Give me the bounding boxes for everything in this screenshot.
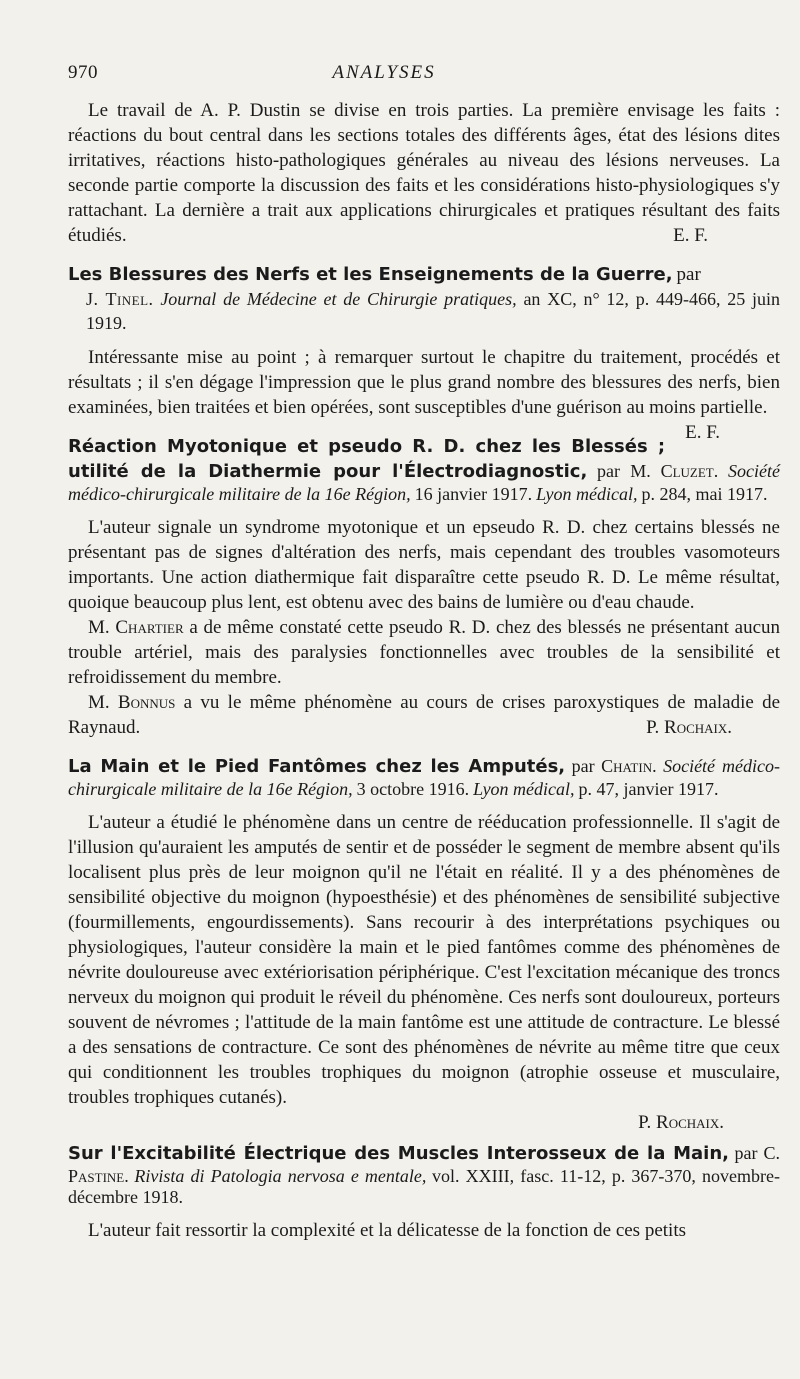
article-4-journal: Rivista di Patologia nervosa e mentale,: [134, 1166, 427, 1186]
article-2-person-2: M. Bonnus: [88, 692, 176, 713]
article-4-details: vol. XXIII, fasc. 11-12, p. 367-370, novembre-décembre 1918.: [68, 1166, 781, 1207]
article-1-journal: Journal de Médecine et de Chirurgie pratiques,: [160, 289, 517, 309]
article-1-title: Les Blessures des Nerfs et les Enseignements de la Guerre,: [68, 264, 673, 285]
page-number: 970: [68, 62, 98, 83]
article-2-details: 16 janvier 1917.: [414, 484, 533, 504]
article-2-body-2: [68, 615, 780, 690]
article-2-author: Cluzet.: [660, 461, 719, 481]
article-1-signature: E. F.: [685, 422, 720, 443]
intro-paragraph: [68, 98, 780, 248]
article-2-journal: Société médico-chirurgicale militaire de la 16e Région,: [68, 461, 780, 504]
article-4: [68, 1141, 780, 1243]
article-2-text-2: a de même constaté cette pseudo R. D. chez des blessés ne présentant aucun trouble artériel, mais des paralysies fonctionnelles avec troubles de la sensibilité et refroidissement du membre.: [68, 617, 781, 688]
article-4-author: Pastine.: [68, 1166, 129, 1186]
article-4-body: L'auteur fait ressortir la complexité et la délicatesse de la fonction de ces petits: [88, 1220, 686, 1241]
article-1-citation: [68, 287, 780, 335]
article-1: [68, 262, 780, 443]
article-2-title: Réaction Myotonique et pseudo R. D. chez les Blessés ; utilité de la Diathermie pour l'Électrodiagnostic,: [68, 436, 666, 482]
page-content: [68, 98, 780, 1243]
article-3-journal2: Lyon médical,: [473, 779, 575, 799]
article-3: [68, 754, 780, 1135]
article-3-details2: p. 47, janvier 1917.: [578, 779, 719, 799]
article-2-body-3: [68, 690, 780, 740]
article-2-par: par M.: [597, 461, 651, 481]
article-2-details2: p. 284, mai 1917.: [641, 484, 768, 504]
article-1-par: par: [676, 264, 701, 285]
article-3-par: par: [571, 756, 595, 776]
article-1-text: Intéressante mise au point ; à remarquer surtout le chapitre du traitement, procédés et résultats ; il s'en dégage l'impression que le plus grand nombre des blessures des nerfs, bien examinées, bien traitées et bien opérées, sont susceptibles d'une guérison au moins partielle.: [68, 347, 780, 418]
article-3-author: Chatin.: [601, 756, 657, 776]
article-2-journal2: Lyon médical,: [536, 484, 638, 504]
article-3-journal: Société médico-chirurgicale militaire de la 16e Région,: [68, 756, 780, 799]
article-4-title: Sur l'Excitabilité Électrique des Muscles Interosseux de la Main,: [68, 1143, 729, 1164]
article-3-body: L'auteur a étudié le phénomène dans un centre de rééducation professionnelle. Il s'agit de l'illusion qu'auraient les amputés de sentir et de posséder le segment de membre absent qu'ils localisent plus près de leur moignon qu'il ne l'était en réalité. Il y a des phénomènes de sensibilité objective du moignon (hypoesthésie) et des phénomènes de sensibilité subjective (fourmillements, engourdissements). Sans recourir à des interprétations psychiques ou physiologiques, l'auteur considère la main et le pied fantômes comme des phénomènes de névrite douloureuse avec extériorisation périphérique. C'est l'excitation mécanique des troncs nerveux du moignon qui produit le réveil du phénomène. Ces nerfs sont douloureux, porteurs souvent de névromes ; l'attitude de la main fantôme est une attitude de contracture. Le blessé a des sensations de contracture. Ce sont des phénomènes de névrite au même titre que ceux qui conditionnent les troubles trophiques du moignon (atrophie osseuse et musculaire, troubles trophiques cutanés).: [68, 812, 780, 1108]
article-2-signature: P. Rochaix.: [646, 717, 732, 738]
article-2-person-1: M. Chartier: [88, 617, 184, 638]
article-2-text-3: a vu le même phénomène au cours de crises paroxystiques de maladie de Raynaud.: [68, 692, 781, 738]
running-head: ANALYSES: [332, 62, 436, 83]
article-4-par: par C.: [734, 1143, 780, 1163]
intro-signature: E. F.: [673, 225, 708, 246]
article-2: [68, 434, 780, 740]
article-3-title: La Main et le Pied Fantômes chez les Amputés,: [68, 756, 566, 777]
article-1-body: [68, 345, 780, 443]
article-3-details: 3 octobre 1916.: [356, 779, 470, 799]
article-3-signature: P. Rochaix.: [638, 1112, 724, 1133]
intro-text: Le travail de A. P. Dustin se divise en trois parties. La première envisage les faits : réactions du bout central dans les sections totales des différents âges, état des lésions dites irritatives, réactions histo-pathologiques générales au niveau des lésions nerveuses. La seconde partie comporte la discussion des faits et les considérations histo-physiologiques s'y rattachant. La dernière a trait aux applications chirurgicales et pratiques résultant des faits étudiés.: [68, 100, 780, 246]
article-1-author: J. Tinel.: [86, 289, 154, 309]
article-2-body: L'auteur signale un syndrome myotonique et un epseudo R. D. chez certains blessés ne présentant pas de signes d'altération des nerfs, mais cependant des troubles vasomoteurs importants. Une action diathermique fait disparaître cette pseudo R. D. Le même résultat, quoique beaucoup plus lent, est obtenu avec des bains de lumière ou d'eau chaude.: [68, 517, 780, 613]
page-header: [68, 62, 760, 90]
article-1-details: an XC, n° 12, p. 449-466, 25 juin 1919.: [86, 289, 780, 333]
